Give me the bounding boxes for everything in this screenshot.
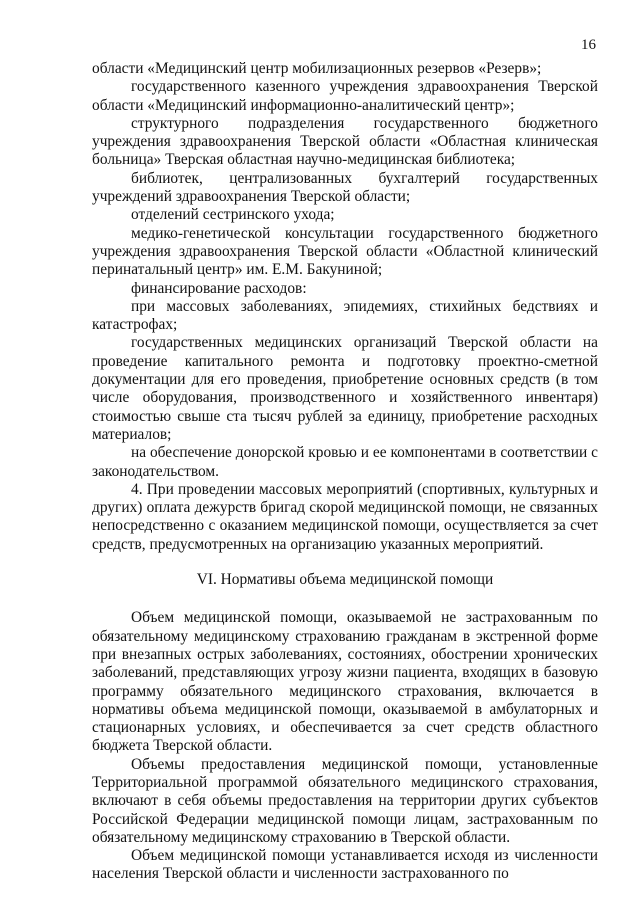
paragraph: на обеспечение донорской кровью и ее компонентами в соответствии с законодательством. [92, 444, 598, 480]
paragraph: Объем медицинской помощи устанавливается исходя из численности населения Тверской области и численности застрахованного по [92, 847, 598, 883]
paragraph: Объемы предоставления медицинской помощи, установленные Территориальной программой обязательного медицинского страхования, включают в себя объемы предоставления на территории других субъектов Российской Федерации медицинской помощи лицам, застрахованным по обязательному медицинскому страхованию в Тверской области. [92, 755, 598, 846]
section-heading: VI. Нормативы объема медицинской помощи [196, 571, 494, 589]
document-body [92, 60, 598, 884]
paragraph: отделений сестринского ухода; [131, 206, 335, 224]
paragraph: области «Медицинский центр мобилизационных резервов «Резерв»; [92, 60, 542, 77]
paragraph: государственного казенного учреждения здравоохранения Тверской области «Медицинский информационно-аналитический центр»; [92, 78, 598, 114]
paragraph: финансирование расходов: [131, 279, 307, 297]
paragraph: медико-генетической консультации государственного бюджетного учреждения здравоохранения Тверской области «Областной клинический перинатальный центр» им. Е.М. Бакуниной; [92, 224, 598, 279]
page-number: 16 [581, 37, 596, 53]
paragraph: структурного подразделения государственного бюджетного учреждения здравоохранения Тверской области «Областная клиническая больница» Тверская областная научно-медицинская библиотека; [92, 114, 598, 169]
paragraph: 4. При проведении массовых мероприятий (спортивных, культурных и других) оплата дежурств бригад скорой медицинской помощи, не связанных непосредственно с оказанием медицинской помощи, осуществляется за счет средств, предусмотренных на организацию указанных мероприятий. [92, 480, 598, 553]
paragraph: при массовых заболеваниях, эпидемиях, стихийных бедствиях и катастрофах; [92, 297, 598, 334]
paragraph: библиотек, централизованных бухгалтерий государственных учреждений здравоохранения Тверской области; [92, 169, 598, 206]
paragraph: Объем медицинской помощи, оказываемой не застрахованным по обязательному медицинскому страхованию гражданам в экстренной форме при внезапных острых заболеваниях, состояниях, обострении хронических заболеваний, представляющих угрозу жизни пациента, входящих в базовую программу обязательного медицинского страхования, включается в нормативы объема медицинской помощи, оказываемой в амбулаторных и стационарных условиях, и обеспечивается за счет средств областного бюджета Тверской области. [92, 609, 598, 755]
paragraph: государственных медицинских организаций Тверской области на проведение капитального ремонта и подготовку проектно-сметной документации для его проведения, приобретение основных средств (в том числе оборудования, производственного и хозяйственного инвентаря) стоимостью свыше ста тысяч рублей за единицу, приобретение расходных материалов; [92, 334, 598, 443]
